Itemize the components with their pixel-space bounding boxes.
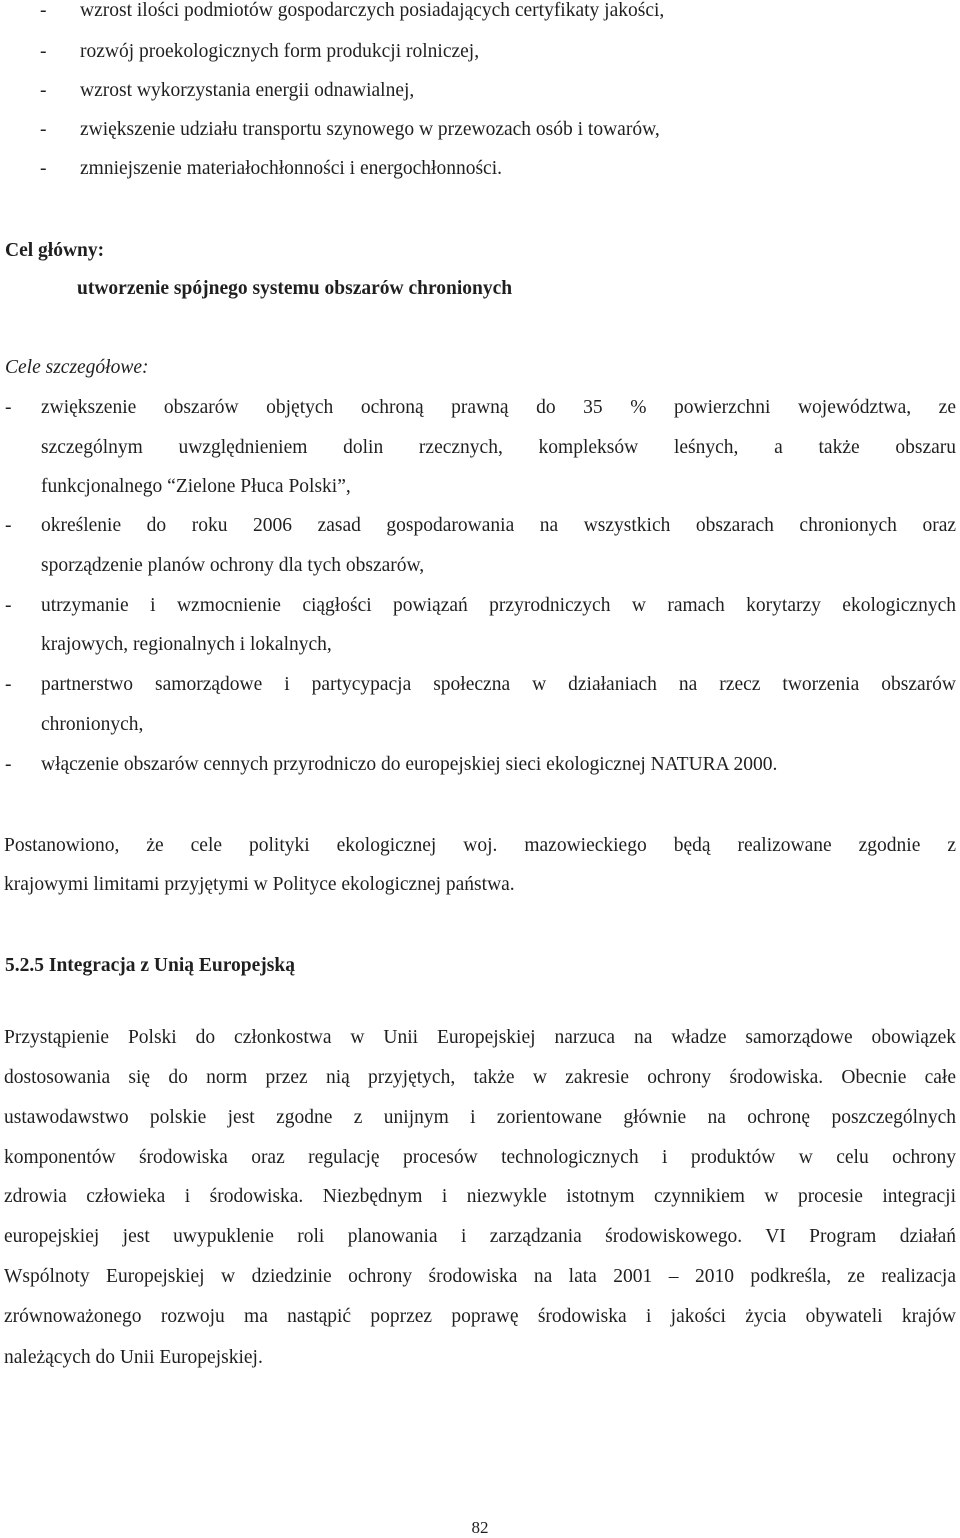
paragraph-line: krajowymi limitami przyjętymi w Polityce ekologicznej państwa. xyxy=(4,874,515,895)
goal-item-line: sporządzenie planów ochrony dla tych obszarów, xyxy=(41,555,425,576)
goal-item-line: chronionych, xyxy=(41,714,144,735)
list-item-text: wzrost wykorzystania energii odnawialnej, xyxy=(80,80,415,101)
paragraph-line: ustawodawstwo polskie jest zgodne z unijnym i zorientowane głównie na ochronę poszczególnych xyxy=(4,1107,956,1128)
paragraph-line: zrównoważonego rozwoju ma nastąpić poprzez poprawę środowiska i jakości życia obywateli krajów xyxy=(4,1306,956,1327)
section-heading: 5.2.5 Integracja z Unią Europejską xyxy=(5,955,295,976)
paragraph-line: należących do Unii Europejskiej. xyxy=(4,1347,263,1368)
goal-item-line: zwiększenie obszarów objętych ochroną prawną do 35 % powierzchni województwa, ze xyxy=(41,397,956,418)
main-goal-text: utworzenie spójnego systemu obszarów chronionych xyxy=(77,278,513,299)
list-item-text: rozwój proekologicznych form produkcji rolniczej, xyxy=(80,41,480,62)
page-number: 82 xyxy=(471,1518,489,1537)
goal-item-line: szczególnym uwzględnieniem dolin rzecznych, kompleksów leśnych, a także obszaru xyxy=(41,437,956,458)
goal-item-line: krajowych, regionalnych i lokalnych, xyxy=(41,634,332,655)
paragraph-line: Przystąpienie Polski do członkostwa w Unii Europejskiej narzuca na władze samorządowe obowiązek xyxy=(4,1027,956,1048)
list-item-text: wzrost ilości podmiotów gospodarczych posiadających certyfikaty jakości, xyxy=(80,0,665,21)
goal-item-line: utrzymanie i wzmocnienie ciągłości powiązań przyrodniczych w ramach korytarzy ekologicznych xyxy=(41,595,956,616)
main-goal-label: Cel główny: xyxy=(5,240,105,261)
paragraph-line: zdrowia człowieka i środowiska. Niezbędnym i niezwykle istotnym czynnikiem w procesie integracji xyxy=(4,1186,956,1207)
list-item-text: zwiększenie udziału transportu szynowego w przewozach osób i towarów, xyxy=(80,119,660,140)
goal-item-line: partnerstwo samorządowe i partycypacja społeczna w działaniach na rzecz tworzenia obszarów xyxy=(41,674,956,695)
paragraph-line: Wspólnoty Europejskiej w dziedzinie ochrony środowiska na lata 2001 – 2010 podkreśla, ze realizacja xyxy=(4,1266,956,1287)
paragraph-line: Postanowiono, że cele polityki ekologicznej woj. mazowieckiego będą realizowane zgodnie z xyxy=(4,835,956,856)
paragraph-line: dostosowania się do norm przez nią przyjętych, także w zakresie ochrony środowiska. Obecnie całe xyxy=(4,1067,956,1088)
goal-item-line: włączenie obszarów cennych przyrodniczo do europejskiej sieci ekologicznej NATURA 2000. xyxy=(41,754,778,775)
paragraph-line: komponentów środowiska oraz regulację procesów technologicznych i produktów w celu ochrony xyxy=(4,1147,956,1168)
paragraph-line: europejskiej jest uwypuklenie roli planowania i zarządzania środowiskowego. VI Program działań xyxy=(4,1226,956,1247)
goal-item-line: określenie do roku 2006 zasad gospodarowania na wszystkich obszarach chronionych oraz xyxy=(41,515,956,536)
goal-item-line: funkcjonalnego “Zielone Płuca Polski”, xyxy=(41,476,351,497)
list-item-text: zmniejszenie materiałochłonności i energochłonności. xyxy=(80,158,503,179)
document-page: - wzrost ilości podmiotów gospodarczych posiadających certyfikaty jakości, - rozwój proekologicznych form produkcji rolniczej, - wzrost wykorzystania energii odnawialnej, - zwiększenie udziału transportu szynowego w przewozach osób i towarów, - zmniejszenie materiałochłonności i energochłonności. Cel główny: utworzenie spójnego systemu obszarów chronionych Cele szczegółowe: - zwiększenie obszarów objętych ochroną prawną do 35 % powierzchni województwa, ze szczególnym uwzględnieniem dolin rzecznych, kompleksów leśnych, a także obszaru funkcjonalnego “Zielone Płuca Polski”, - określenie do roku 2006 zasad gospodarowania na wszystkich obszarach chronionych oraz sporządzenie planów ochrony dla tych obszarów, - utrzymanie i wzmocnienie ciągłości powiązań przyrodniczych w ramach korytarzy ekologicznych krajowych, regionalnych i lokalnych, - partnerstwo samorządowe i partycypacja społeczna w działaniach na rzecz tworzenia obszarów chronionych, - włączenie obszarów cennych przyrodniczo do europejskiej sieci ekologicznej NATURA 2000. Postanowiono, że cele polityki ekologicznej woj. mazowieckiego będą realizowane zgodnie z krajowymi limitami przyjętymi w Polityce ekologicznej państwa. 5.2.5 Integracja z Unią Europejską Przystąpienie Polski do członkostwa w Unii Europejskiej narzuca na władze samorządowe obowiązek dostosowania się do norm przez nią przyjętych, także w zakresie ochrony środowiska. Obecnie całe ustawodawstwo polskie jest zgodne z unijnym i zorientowane głównie na ochronę poszczególnych komponentów środowiska oraz regulację procesów technologicznych i produktów w celu ochrony zdrowia człowieka i środowiska. Niezbędnym i niezwykle istotnym czynnikiem w procesie integracji europejskiej jest uwypuklenie roli planowania i zarządzania środowiskowego. VI Program działań Wspólnoty Europejskiej w dziedzinie ochrony środowiska na lata 2001 – 2010 podkreśla, ze realizacja zrównoważonego rozwoju ma nastąpić poprzez poprawę środowiska i jakości życia obywateli krajów należących do Unii Europejskiej. 82 xyxy=(0,0,960,1537)
detailed-goals-label: Cele szczegółowe: xyxy=(5,357,149,378)
